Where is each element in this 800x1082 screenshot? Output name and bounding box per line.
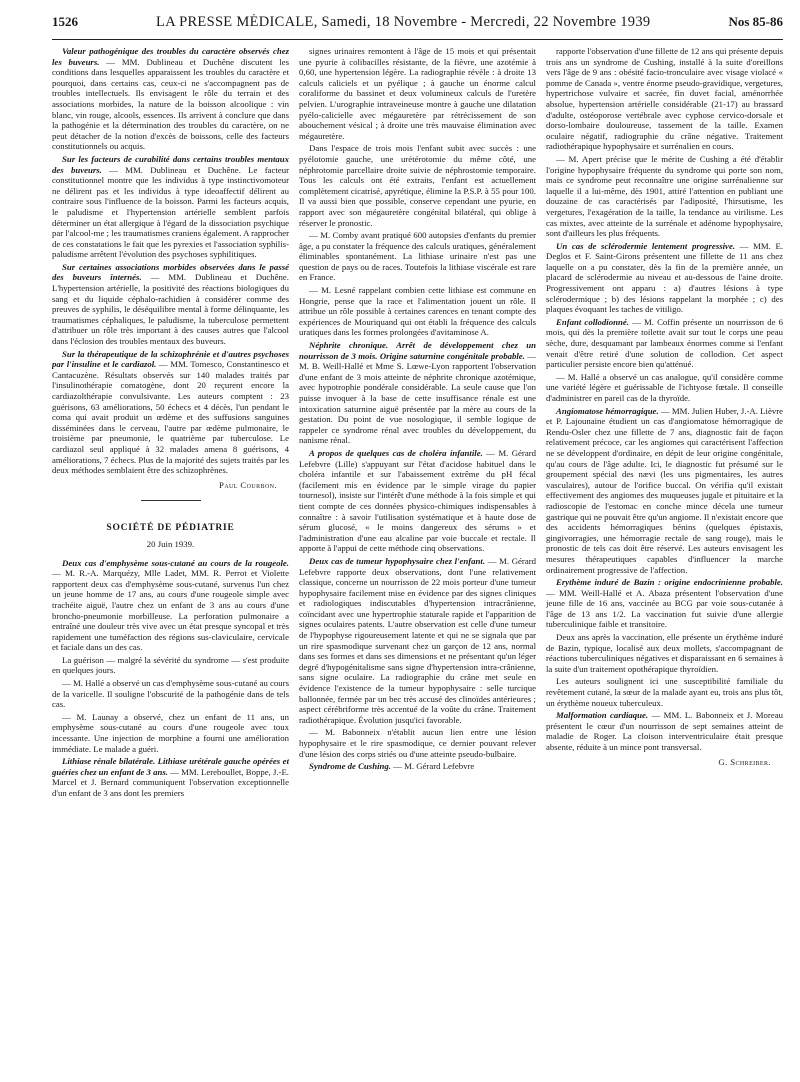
article-text: — MM. Dublineau et Duchêne discutent les conditions dans lesquelles apparaissent les troubles du caractère et pourquoi, dans certains cas, ceux-ci ne s'accompagnent pas de troubles intellectuels. Ils envisagent le rôle du terrain et des associations morbides, la nature de la boisson alcoolique : vin blanc, vin rouge, alcools, essences. Ils arrivent à conclure que dans la pathogénie et la détermination des troubles du caractère, on ne peut détacher de la notion d'excès de boissons, celle des facteurs constitutionnels ou acquis. [52, 56, 289, 152]
section-divider [141, 500, 201, 501]
text-columns [52, 46, 783, 1064]
article-paragraph: — M. Babonneix n'établit aucun lien entre une lésion hypophysaire et le rire spasmodique, ce dernier pouvant relever d'une lésion des corps striés ou d'une atteinte pseudo-bulbaire. [299, 727, 536, 759]
section-title: SOCIÉTÉ DE PÉDIATRIE [106, 523, 235, 534]
article-paragraph [546, 241, 783, 315]
article-text: — MM. Julien Huber, J.-A. Lièvre et P. Lajounaine étudient un cas d'angiomatose hémorragique de Rendu-Osler chez une fillette de 7 ans, diagnostic fait de façon relativement précoce, car les angiomes qui caractérisent l'affection ne se développent d'ordinaire, en dépit de leur origine congénitale, qu'au cours de l'âge adulte. Ici, le diagnostic fut présumé sur le groupement spécial des nævi (les uns pigmentaires, les autres vasculaires), autour de l'orifice buccal. On vérifia qu'il existait effectivement des angiomes des muqueuses jugale et pituitaire et la radioscopie de l'estomac en conche mince décela une tumeur gastrique qui ne pouvait être qu'un angiome. Il n'existait encore que des accidents hémorragiques bénins (quelques épistaxis, gingivorragies, une hémorragie rectale de sang rouge), mais le pronostic de tels cas doit être réservé. Les auteurs envisagent les mesures thérapeutiques capables d'influencer la marche ordinairement progressive de l'affection. [546, 405, 783, 575]
article-heading: Syndrome de Cushing. [309, 761, 391, 772]
article-heading: Néphrite chronique. Arrêt de développement chez un nourrisson de 3 mois. Origine saturnine congénitale probable. [299, 340, 536, 361]
article-text: — MM. Dublineau et Duchêne. L'hypertension artérielle, la positivité des réactions biologiques du sang et du liquide céphalo-rachidien à considérer comme des preuves de syphilis, le déséquilibre mental à forme délinquante, les traumatismes céphaliques, le paludisme, la tuberculose permettent d'attribuer un rôle très important à des causes autres que l'alcool dans l'éclosion des troubles mentaux des buveurs. [52, 272, 289, 347]
author-signature: Paul Courbon. [219, 479, 277, 490]
column-right [546, 46, 783, 1064]
article-text: — M. Coffin présente un nourrisson de 6 mois, qui dès la première toilette avait sur tout le corps une peau sèche, dure, desquamant par lambeaux énormes comme si l'enfant venait d'être retiré d'une solution de collodion. Cet aspect particulier persiste encore bien qu'atténué. [546, 316, 783, 370]
article-heading: Valeur pathogénique des troubles du caractère observés chez les buveurs. [52, 46, 289, 67]
article-text: — M. Gérard Lefebvre (Lille) s'appuyant sur l'état d'acidose habituel dans le choléra infantile et sur l'abaissement extrême du pH fécal (facilement mis en évidence par le simple virage du papier tournesol), insiste sur l'intérêt d'une méthode à la fois simple et qui tient compte de ces données physico-chimiques indispensables à connaître : à savoir l'utilisation systématique et à haute dose de sérum glucosé, « le moins dangereux des sérums » et l'administration d'une eau alcaline par voie buccale et rectale. Il apporte à l'appui de cette méthode cinq observations. [299, 447, 536, 554]
journal-title: LA PRESSE MÉDICALE, Samedi, 18 Novembre - Mercredi, 22 Novembre 1939 [156, 14, 651, 30]
column-middle [299, 46, 536, 1064]
newspaper-page [52, 14, 783, 1072]
article-heading: Lithiase rénale bilatérale. Lithiase urétérale gauche opérées et guéries chez un enfant de 3 ans. [52, 756, 289, 777]
article-paragraph: La guérison — malgré la sévérité du syndrome — s'est produite en quelques jours. [52, 654, 289, 676]
article-paragraph [52, 349, 289, 476]
article-paragraph: — M. Comby avant pratiqué 600 autopsies d'enfants du premier âge, a pu constater la fréquence des calculs uratiques, généralement éliminables spontanément. La lithiase urinaire n'est pas une question de pays ou de races. Toutefois la lithiase viscérale est rare en France. [299, 230, 536, 283]
article-paragraph [299, 761, 536, 772]
article-text: — MM. Dublineau et Duchêne. Le facteur constitutionnel montre que les individus à type instinctivomoteur ne délirent pas et les individus à type ideoaffectif délirent au contraire sous l'influence de la boisson. Parmi les facteurs acquis, le paludisme et l'hypertension artérielle semblent parfois déterminer un état allergique à l'égard de la dissociation psychique par l'alcool-me ; les traumatismes craniens également. A rapprocher de ces constatations le fait que les pyrexies et l'association syphilis-paludisme arrêtent l'évolution des psychoses syphilitiques. [52, 164, 289, 260]
article-heading: A propos de quelques cas de choléra infantile. [309, 447, 483, 458]
article-paragraph: rapporte l'observation d'une fillette de 12 ans qui présente depuis trois ans un syndrome de Cushing, installé à la suite d'oreillons vers l'âge de 9 ans : obésité facio-tronculaire avec visage violacé « pomme de Canada », ventre énorme pseudo-gravidique, vergetures, hypertrichose vulvaire et sacrée, fin duvet facial, aménorrhée absolue, hypertension artérielle considérable (21-17) au brassard d'adulte, ostéoporose vertébrale avec cyphose cervico-dorsale et dorso-lombaire douloureuse, tassement de la taille. Examen oculaire négatif, radiographie du crâne négative. Traitement radiothérapique hypophysaire et surrénalien en cours. [546, 46, 783, 152]
article-paragraph [52, 756, 289, 798]
article-text: — MM. Weill-Hallé et A. Abaza présentent l'observation d'une jeune fille de 16 ans, vaccinée au BCG par voie sous-cutanée à l'âge de 13 ans 1/2. La vaccination fut suivie d'une allergie tuberculinique faible et transitoire. [546, 587, 783, 630]
article-paragraph: — M. Lesné rappelant combien cette lithiase est commune en Hongrie, pense que la race et l'alimentation jouent un rôle. Il attribue un rôle possible à certaines carences en tenant compte des expériences de Mouriquand qui ont établi la fréquence des calculs uratiques dans les formes prolongées d'avitaminose A. [299, 285, 536, 338]
page-number: 1526 [52, 14, 78, 29]
article-paragraph [546, 710, 783, 752]
column-left [52, 46, 289, 1064]
author-signature: G. Schreiber. [718, 756, 771, 767]
page-header [52, 14, 783, 40]
article-text: — M. Gérard Lefebvre rapporte deux observations, dont l'une relativement classique, concerne un nourrisson de 22 mois porteur d'une tumeur hypophysaire facilement mise en évidence par des signes cliniques et radiologiques indiscutables d'hypertension intracrânienne, coïncidant avec une hypertrophie staturale rapide et l'apparition de signes oculaires patents. L'autre observation est celle d'une tumeur de l'hypophyse rigoureusement latente et qui ne se signala que par un rire spasmodique survenant chez un garçon de 12 ans, normal dans ses formes et dans ses dimensions et ne présentant qu'un léger degré d'hypogénitalisme sans signe d'hypertension intra-crânienne, sans signe oculaire. La radiographie du crâne met seule en évidence l'existence de la tumeur hypophysaire : selle turcique ballonnée, fermée par un bec très accusé des clinoïdes antérieures ; aspect cérébriforme très accentué de la voûte du crâne. Traitement radiothérapique. Évolution jusqu'ici favorable. [299, 555, 536, 725]
article-heading: Sur les facteurs de curabilité dans certains troubles mentaux des buveurs. [52, 153, 289, 175]
article-heading: Un cas de sclérodermie lentement progressive. [556, 240, 736, 251]
article-text: — M. Gérard Lefebvre [390, 761, 475, 772]
article-paragraph: signes urinaires remontent à l'âge de 15 mois et qui présentait une pyurie à colibacilles résistante, de la fièvre, une azotémie à 0,60, une hypertension légère. La radiographie révèle : à droite 13 calculs caliciels et un pyélique ; à gauche un énorme calcul coraliforme du bassinet et deux volumineux calculs de l'uretère pelvien. L'urographie intraveineuse montre à gauche une dilatation pyélo-calicielle avec mégauretère par rétrécissement de son abouchement vésical ; à droite une très mauvaise élimination avec mégauretère. [299, 46, 536, 141]
article-paragraph [299, 556, 536, 726]
article-text: — M. B. Weill-Hallé et Mme S. Lœwe-Lyon rapportent l'observation d'une enfant de 3 mois atteinte de néphrite chronique azotémique, avec hypotrophie pondérale considérable. La seule cause que l'on puisse invoquer à la base de cette insuffisance rénale est une intoxication saturnine aiguë présentée par la mère au cours de la gestation. Du point de vue nosologique, il semble logique de rappeler ce syndrome rénal avec troubles du développement, du nanisme rénal. [299, 350, 536, 446]
article-heading: Deux cas de tumeur hypophysaire chez l'enfant. [309, 555, 486, 566]
article-paragraph: — M. Hallé a observé un cas analogue, qu'il considère comme une variété légère et guérissable de l'ichtyose fœtale. Il conseille d'administrer en pareil cas de la thyroïde. [546, 371, 783, 403]
article-heading: Angiomatose hémorragique. [556, 405, 659, 416]
article-text: — MM. L. Babonneix et J. Moreau présentent le cœur d'un nourrisson de sept semaines atteint de maladie de Roger. La cloison interventriculaire était presque absente, réduite à un mince pont transversal. [546, 710, 783, 752]
article-paragraph: Les auteurs soulignent ici une susceptibilité familiale du revêtement cutané, la sœur de la malade ayant eu, trois ans plus tôt, un érythème noueux tuberculeux. [546, 676, 783, 708]
article-heading: Enfant collodionné. [556, 316, 629, 327]
article-paragraph: Dans l'espace de trois mois l'enfant subit avec succès : une pyélotomie gauche, une urétérotomie du même côté, une néphrotomie parcellaire droite suivie de néphrostomie temporaire. Tous les calculs ont été extraits, l'enfant est actuellement complètement cicatrisé, apyrétique, élimine la P.S.P. à 55 pour 100. Il va aussi bien que possible, conserve cependant une pyurie, en rapport avec son mégauretère congénital bilatéral, qui oblige à réserver le pronostic. [299, 143, 536, 228]
article-paragraph [299, 448, 536, 554]
issue-number: Nos 85-86 [728, 14, 783, 29]
section-date: 20 Juin 1939. [146, 538, 195, 549]
article-text: — MM. Lereboullet, Boppe, J.-E. Marcel et J. Bernard communiquent l'observation exceptionnelle d'un enfant de 3 ans dont les premiers [52, 766, 289, 798]
article-paragraph [52, 262, 289, 347]
article-paragraph: — M. Apert précise que le mérite de Cushing a été d'établir l'origine hypophysaire fréquente du syndrome qui porte son nom, mais ce syndrome peut reconnaître une origine surrénalienne sur laquelle il a lui-même, dès 1901, attiré l'attention en publiant une douzaine de cas caractérisés par l'adiposité, l'hirsutisme, les vergetures, l'exagération de la taille, la tendance au virilisme. Les cas mixtes, avec atteinte de la surrénale et adénome hypophysaire, sont d'ailleurs les plus fréquents. [546, 153, 783, 239]
article-paragraph: — M. Hallé a observé un cas d'emphysème sous-cutané au cours de la varicelle. Il souligne l'obscurité de la pathogénie dans de tels cas. [52, 678, 289, 710]
article-text: — MM. E. Deglos et F. Saint-Girons présentent une fillette de 11 ans chez laquelle on a pu constater, dès la fin de la première année, un placard de sclérodermie au niveau et au-dessous de l'aine droite. Progressivement ont apparu : a) d'autres lésions à type sclérodermique ; b) des lésions rappelant la morphée ; c) des plaques évoquant les taches de vitiligo. [546, 240, 783, 315]
article-heading: Sur certaines associations morbides observées dans le passé des buveurs internés. [52, 261, 289, 283]
article-paragraph [52, 558, 289, 653]
article-paragraph [546, 406, 783, 576]
article-paragraph: — M. Launay a observé, chez un enfant de 11 ans, un emphysème sous-cutané au cours d'une rougeole avec toux incessante. Une injection de morphine a fourni une amélioration immédiate. Le malade a guéri. [52, 711, 289, 754]
article-heading: Deux cas d'emphysème sous-cutané au cours de la rougeole. [62, 557, 289, 568]
article-paragraph [52, 46, 289, 152]
article-text: — MM. Tomesco, Constantinesco et Cantacuzène. Résultats observés sur 140 malades traités par l'insulinothérapie comatogène, dont 20 reçurent encore la cardiazolthérapie convulsivante. Les auteurs comptent : 23 guérisons, 63 améliorations, 50 échecs et 4 décès, l'un pendant le coma qui avait produit un œdème et des suffusions sanguines disséminées dans le cerveau, l'autre par œdème pulmonaire, le troisième par pneumonie, le quatrième par tuberculose. Le cardiazol seul appliqué à 32 malades amena 8 guérisons, 4 améliorations, 7 échecs. Plus de la majorité des sujets traités par les deux méthodes semblaient être des schizophrènes. [52, 359, 289, 476]
article-paragraph: Deux ans après la vaccination, elle présente un érythème induré de Bazin, typique, localisé aux deux mollets, s'accompagnant de réactions tuberculiniques négatives et disparaissant en 6 semaines à la suite d'un traitement opothérapique thyroïdien. [546, 632, 783, 674]
article-paragraph [299, 340, 536, 446]
article-paragraph [52, 154, 289, 260]
article-paragraph [546, 317, 783, 370]
article-heading: Malformation cardiaque. [556, 710, 649, 721]
article-heading: Sur la thérapeutique de la schizophrénie et d'autres psychoses par l'insuline et le cardiazol. [52, 348, 289, 370]
article-text: — M. R.-A. Marquézy, Mlle Ladet, MM. R. Perrot et Violette rapportent deux cas d'emphysème sous-cutané, survenus l'un chez un jeune homme de 17 ans, au cours d'une rougeole simple avec trachéite aiguë, l'autre chez un enfant de 3 ans au cours d'une broncho-pneumonie morbilleuse. La perforation pulmonaire a entraîné une douleur très vive avec un état presque syncopal et très rapidement une tuméfaction des régions sus-claviculaire, cervicale et faciale dans un des cas. [52, 568, 289, 653]
article-heading: Erythème induré de Bazin : origine endocrinienne probable. [556, 577, 783, 588]
article-paragraph [546, 577, 783, 630]
